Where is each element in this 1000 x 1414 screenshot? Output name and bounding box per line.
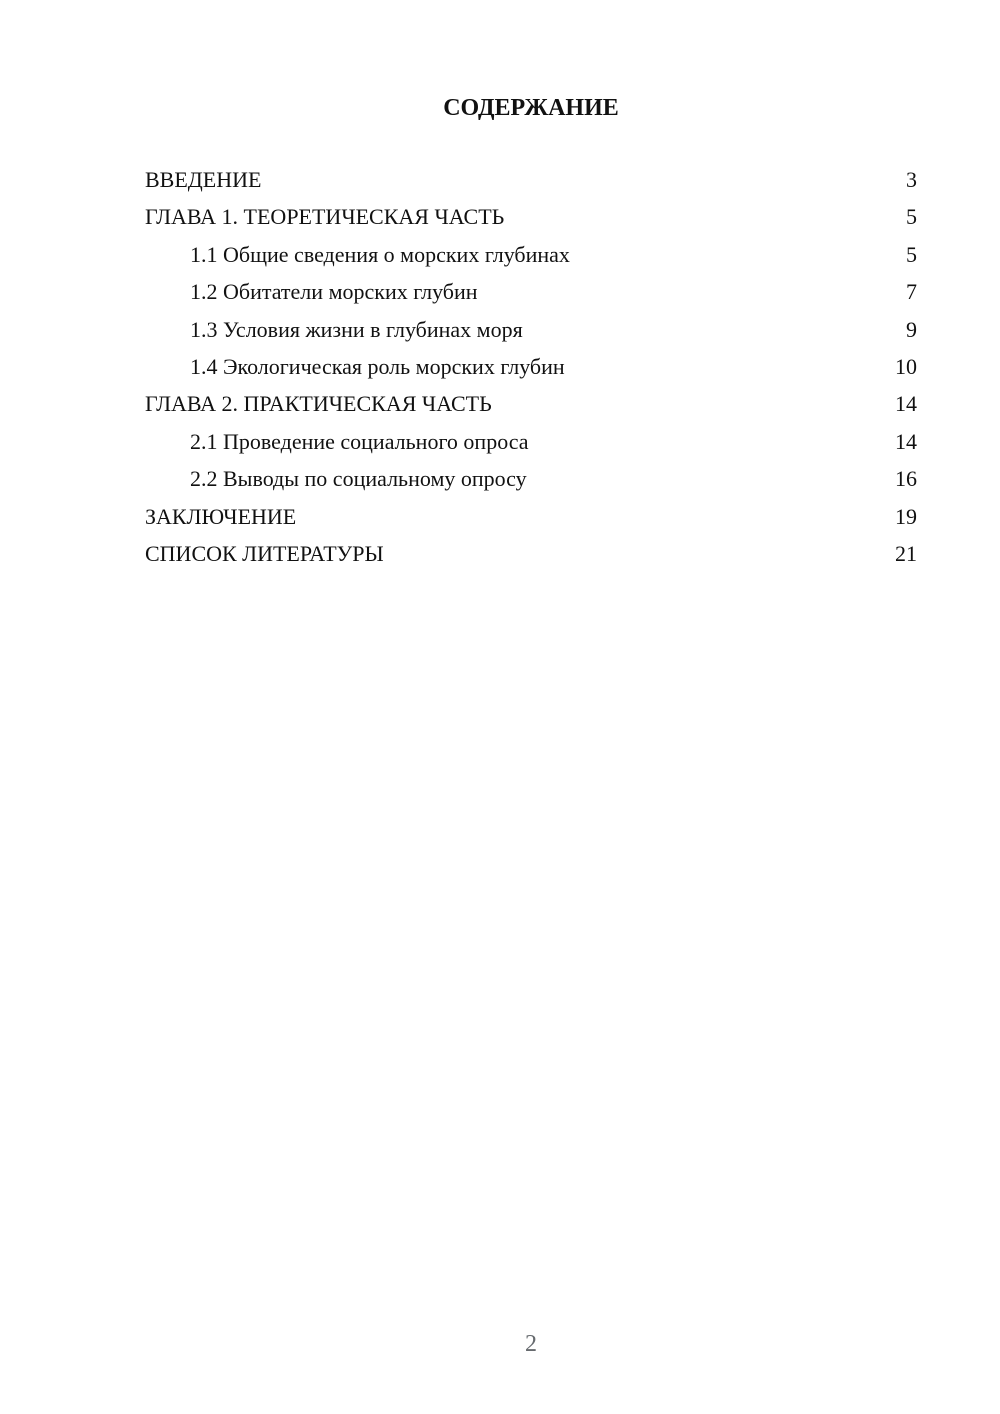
page-title: СОДЕРЖАНИЕ	[443, 95, 619, 121]
toc-entry-label: ГЛАВА 2. ПРАКТИЧЕСКАЯ ЧАСТЬ	[145, 391, 492, 417]
toc-entry-page-number: 3	[906, 167, 917, 192]
toc-entry	[145, 273, 917, 310]
toc-entry	[145, 535, 917, 572]
toc-entry	[145, 236, 917, 273]
toc-entry-label: ГЛАВА 1. ТЕОРЕТИЧЕСКАЯ ЧАСТЬ	[145, 204, 505, 230]
page-footer	[145, 1330, 917, 1358]
toc-entry-label: 1.2 Обитатели морских глубин	[190, 279, 478, 305]
toc-entry	[145, 348, 917, 385]
toc-entry-label: ЗАКЛЮЧЕНИЕ	[145, 503, 297, 529]
toc-entry	[145, 198, 917, 235]
toc-entry-page-number: 21	[895, 541, 917, 567]
table-of-contents	[145, 161, 917, 572]
toc-entry	[145, 311, 917, 348]
toc-entry	[145, 423, 917, 460]
toc-entry	[145, 460, 917, 497]
page-number: 2	[525, 1331, 537, 1357]
toc-entry-label: СПИСОК ЛИТЕРАТУРЫ	[145, 541, 384, 567]
toc-entry	[145, 385, 917, 422]
toc-entry-page-number: 10	[895, 354, 917, 380]
toc-entry-page-number: 19	[895, 503, 917, 529]
toc-entry-page-number: 7	[906, 279, 917, 305]
toc-entry-label: 1.1 Общие сведения о морских глубинах	[190, 241, 570, 267]
toc-entry-page-number: 16	[895, 466, 917, 492]
toc-entry-label: 1.4 Экологическая роль морских глубин	[190, 354, 565, 380]
toc-entry	[145, 161, 917, 198]
page-content	[145, 94, 917, 572]
toc-entry-page-number: 5	[906, 241, 917, 267]
toc-entry-label: 2.2 Выводы по социальному опросу	[190, 466, 527, 492]
toc-entry-page-number: 9	[906, 316, 917, 342]
toc-entry-page-number: 5	[906, 204, 917, 230]
toc-entry	[145, 498, 917, 535]
toc-entry-page-number: 14	[895, 391, 917, 417]
toc-entry-page-number: 14	[895, 428, 917, 454]
toc-entry-label: ВВЕДЕНИЕ	[145, 167, 262, 192]
toc-entry-label: 2.1 Проведение социального опроса	[190, 428, 529, 454]
toc-entry-label: 1.3 Условия жизни в глубинах моря	[190, 316, 523, 342]
